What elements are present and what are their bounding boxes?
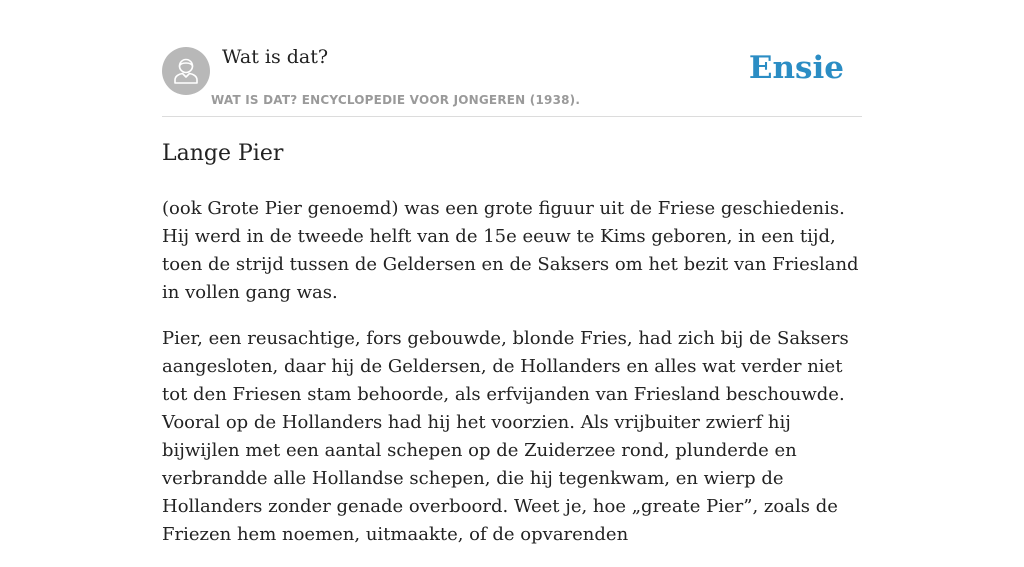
source-title[interactable]: Wat is dat? bbox=[222, 46, 329, 68]
article bbox=[162, 138, 864, 567]
article-paragraph: Pier, een reusachtige, fors gebouwde, blonde Fries, had zich bij de Saksers aangesloten, daar hij de Geldersen, de Hollanders en alles wat verder niet tot den Friesen stam behoorde, als erfvijanden van Friesland beschouwde. Vooral op de Hollanders had hij het voorzien. Als vrijbuiter zwierf hij bijwijlen met een aantal schepen op de Zuiderzee rond, plunderde en verbrandde alle Hollandse schepen, die hij tegenkwam, en wierp de Hollanders zonder genade overboord. Weet je, hoe „greate Pier”, zoals de Friezen hem noemen, uitmaakte, of de opvarenden bbox=[162, 328, 849, 545]
article-paragraph: (ook Grote Pier genoemd) was een grote figuur uit de Friese geschiedenis. Hij werd in de tweede helft van de 15e eeuw te Kims geboren, in een tijd, toen de strijd tussen de Geldersen en de Saksers om het bezit van Friesland in vollen gang was. bbox=[162, 198, 859, 303]
source-header bbox=[162, 0, 862, 117]
source-subtitle[interactable]: WAT IS DAT? ENCYCLOPEDIE VOOR JONGEREN (1938). bbox=[211, 93, 581, 107]
article-title: Lange Pier bbox=[162, 141, 284, 166]
ensie-logo[interactable]: Ensie bbox=[748, 50, 844, 86]
user-avatar-icon[interactable] bbox=[162, 47, 210, 95]
